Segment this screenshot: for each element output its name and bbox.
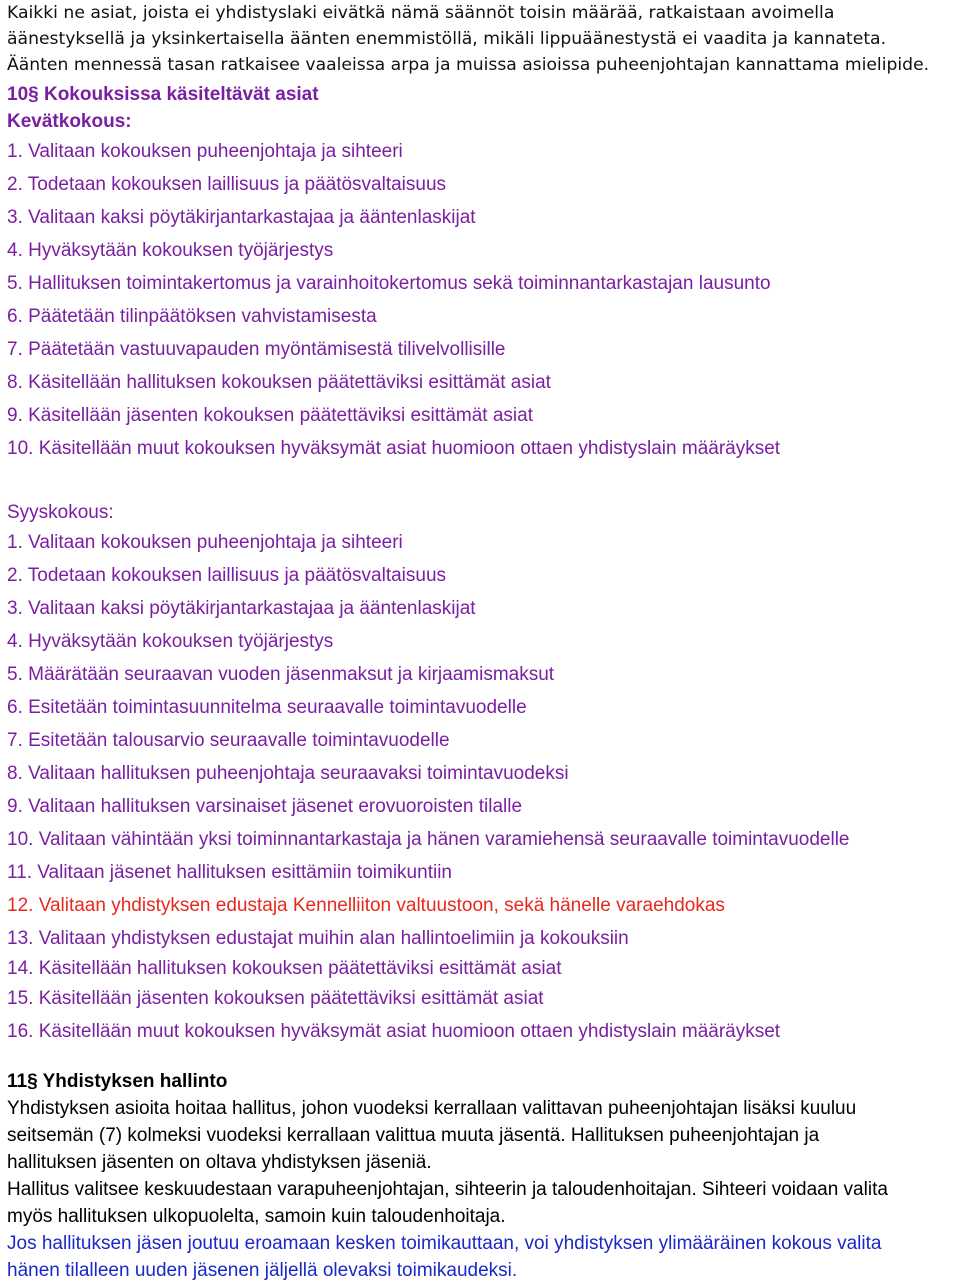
paragraph-line: Hallitus valitsee keskuudestaan varapuheenjohtajan, sihteerin ja taloudenhoitajan. Sihteeri voidaan valita xyxy=(7,1179,888,1200)
intro-line: Äänten mennessä tasan ratkaisee vaaleissa arpa ja muissa asioissa puheenjohtajan kannattama mielipide. xyxy=(7,55,930,75)
agenda-item: 6. Esitetään toimintasuunnitelma seuraavalle toimintavuodelle xyxy=(7,697,527,718)
paragraph-line: hallituksen jäsenten on oltava yhdistyksen jäseniä. xyxy=(7,1152,432,1173)
intro-line: Kaikki ne asiat, joista ei yhdistyslaki eivätkä nämä säännöt toisin määrää, ratkaistaan avoimella xyxy=(7,3,835,23)
agenda-item: 10. Valitaan vähintään yksi toiminnantarkastaja ja hänen varamiehensä seuraavalle toimintavuodelle xyxy=(7,829,850,850)
agenda-item: 11. Valitaan jäsenet hallituksen esittämiin toimikuntiin xyxy=(7,862,452,883)
intro-line: äänestyksellä ja yksinkertaisella äänten enemmistöllä, mikäli lippuäänestystä ei vaadita ja kannateta. xyxy=(7,29,887,49)
agenda-item: 4. Hyväksytään kokouksen työjärjestys xyxy=(7,631,334,652)
agenda-item: 14. Käsitellään hallituksen kokouksen päätettäviksi esittämät asiat xyxy=(7,958,562,979)
agenda-item: 15. Käsitellään jäsenten kokouksen päätettäviksi esittämät asiat xyxy=(7,988,544,1009)
document-page xyxy=(7,0,957,1284)
agenda-item: 2. Todetaan kokouksen laillisuus ja päätösvaltaisuus xyxy=(7,565,447,586)
vacancy-paragraph xyxy=(7,1230,957,1284)
agenda-item: 7. Päätetään vastuuvapauden myöntämisestä tilivelvollisille xyxy=(7,339,506,360)
agenda-item: 7. Esitetään talousarvio seuraavalle toimintavuodelle xyxy=(7,730,450,751)
agenda-item: 5. Hallituksen toimintakertomus ja varainhoitokertomus sekä toiminnantarkastajan lausunto xyxy=(7,273,771,294)
officers-paragraph xyxy=(7,1176,957,1230)
intro-paragraph xyxy=(7,0,957,78)
board-paragraph xyxy=(7,1095,957,1176)
section-11-heading: 11§ Yhdistyksen hallinto xyxy=(7,1071,228,1092)
agenda-item: 10. Käsitellään muut kokouksen hyväksymät asiat huomioon ottaen yhdistyslain määräykset xyxy=(7,438,781,459)
section-10-heading: 10§ Kokouksissa käsiteltävät asiat xyxy=(7,84,319,105)
agenda-item: 3. Valitaan kaksi pöytäkirjantarkastajaa ja ääntenlaskijat xyxy=(7,598,476,619)
paragraph-line: myös hallituksen ulkopuolelta, samoin kuin taloudenhoitaja. xyxy=(7,1206,506,1227)
agenda-item-highlighted: 12. Valitaan yhdistyksen edustaja Kennelliiton valtuustoon, sekä hänelle varaehdokas xyxy=(7,895,725,916)
paragraph-line: hänen tilalleen uuden jäsenen jäljellä olevaksi toimikaudeksi. xyxy=(7,1260,518,1281)
agenda-item: 1. Valitaan kokouksen puheenjohtaja ja sihteeri xyxy=(7,532,403,553)
spring-meeting-agenda xyxy=(7,135,957,465)
spacer xyxy=(7,465,957,499)
agenda-item: 4. Hyväksytään kokouksen työjärjestys xyxy=(7,240,334,261)
spring-meeting-title: Kevätkokous: xyxy=(7,111,132,132)
agenda-item: 2. Todetaan kokouksen laillisuus ja päätösvaltaisuus xyxy=(7,174,447,195)
agenda-item: 13. Valitaan yhdistyksen edustajat muihin alan hallintoelimiin ja kokouksiin xyxy=(7,928,629,949)
agenda-item: 5. Määrätään seuraavan vuoden jäsenmaksut ja kirjaamismaksut xyxy=(7,664,555,685)
paragraph-line: Jos hallituksen jäsen joutuu eroamaan kesken toimikauttaan, voi yhdistyksen ylimääräinen kokous valita xyxy=(7,1233,882,1254)
paragraph-line: seitsemän (7) kolmeksi vuodeksi kerrallaan valittua muuta jäsentä. Hallituksen puheenjohtajan ja xyxy=(7,1125,820,1146)
agenda-item: 8. Käsitellään hallituksen kokouksen päätettäviksi esittämät asiat xyxy=(7,372,551,393)
agenda-item: 16. Käsitellään muut kokouksen hyväksymät asiat huomioon ottaen yhdistyslain määräykset xyxy=(7,1021,781,1042)
agenda-item: 1. Valitaan kokouksen puheenjohtaja ja sihteeri xyxy=(7,141,403,162)
agenda-item: 9. Valitaan hallituksen varsinaiset jäsenet erovuoroisten tilalle xyxy=(7,796,523,817)
autumn-meeting-title: Syyskokous: xyxy=(7,502,114,523)
paragraph-line: Yhdistyksen asioita hoitaa hallitus, johon vuodeksi kerrallaan valittavan puheenjohtajan lisäksi kuuluu xyxy=(7,1098,857,1119)
agenda-item: 6. Päätetään tilinpäätöksen vahvistamisesta xyxy=(7,306,377,327)
agenda-item: 8. Valitaan hallituksen puheenjohtaja seuraavaksi toimintavuodeksi xyxy=(7,763,569,784)
autumn-meeting-agenda xyxy=(7,526,957,1048)
agenda-item: 3. Valitaan kaksi pöytäkirjantarkastajaa ja ääntenlaskijat xyxy=(7,207,476,228)
agenda-item: 9. Käsitellään jäsenten kokouksen päätettäviksi esittämät asiat xyxy=(7,405,533,426)
